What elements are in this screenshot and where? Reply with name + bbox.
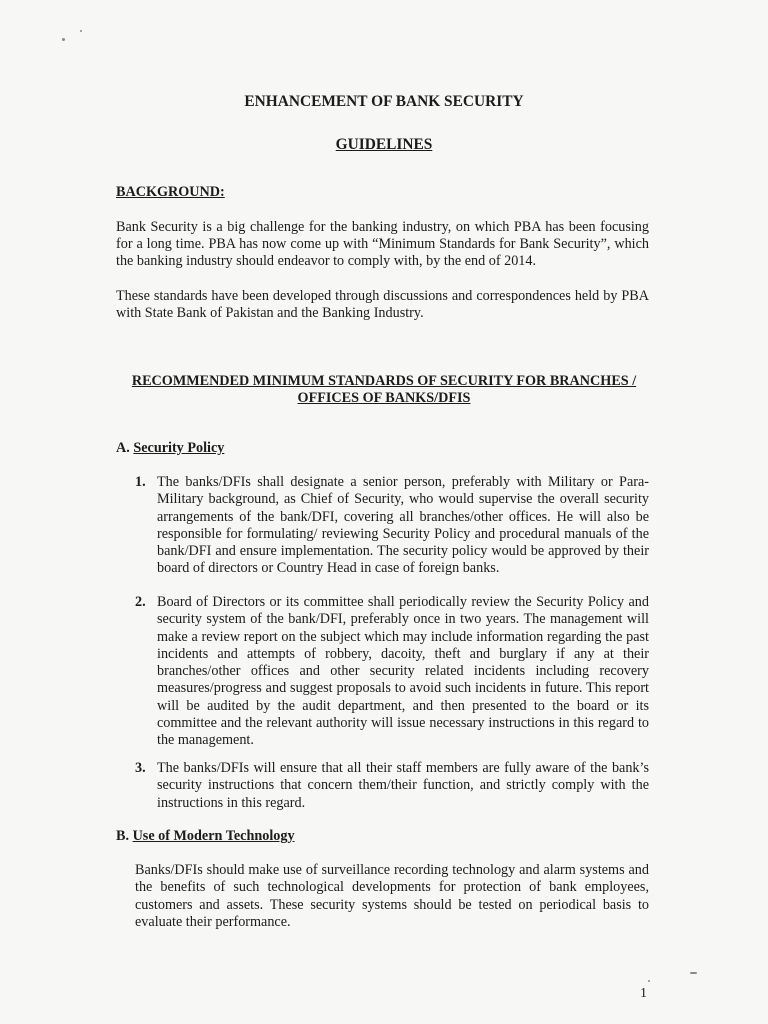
- recommended-standards-heading: [0, 373, 768, 407]
- section-b-letter: B.: [116, 828, 130, 844]
- section-b-heading: [116, 828, 295, 845]
- item-number: 3.: [135, 760, 146, 776]
- background-heading: BACKGROUND:: [116, 184, 225, 200]
- section-a-item-2: Board of Directors or its committee shall periodically review the Security Policy and security system of the bank/DFI, preferably once in two years. The management will make a review report on the subject which may include information regarding the past incidents and attempts of robbery, dacoity, theft and burglary if any at their branches/other offices and other security related incidents including recovery measures/progress and suggest proposals to avoid such incidents in future. This report will be audited by the audit department, and then presented to the board or its committee and the relevant authority will issue necessary instructions in this regard to the management.: [157, 594, 649, 749]
- item-number: 2.: [135, 594, 146, 610]
- recommended-heading-line-1: RECOMMENDED MINIMUM STANDARDS OF SECURITY FOR BRANCHES /: [131, 373, 637, 389]
- scan-speck: [648, 980, 650, 982]
- section-a-letter: A.: [116, 440, 130, 456]
- section-a-heading: [116, 440, 224, 457]
- scan-speck: [62, 38, 65, 41]
- scan-speck: [690, 972, 697, 974]
- recommended-heading-line-2: OFFICES OF BANKS/DFIS: [297, 390, 471, 406]
- section-b-title: Use of Modern Technology: [132, 828, 295, 844]
- page-number: 1: [640, 986, 647, 1001]
- background-paragraph-2: These standards have been developed through discussions and correspondences held by PBA with State Bank of Pakistan and the Banking Industry.: [116, 288, 649, 322]
- background-paragraph-1: Bank Security is a big challenge for the banking industry, on which PBA has been focusing for a long time. PBA has now come up with “Minimum Standards for Bank Security”, which the banking industry should endeavor to comply with, by the end of 2014.: [116, 219, 649, 270]
- section-a-item-1: The banks/DFIs shall designate a senior person, preferably with Military or Para-Military background, as Chief of Security, who would supervise the overall security arrangements of the bank/DFI, covering all branches/other offices. He will also be responsible for formulating/ reviewing Security Policy and procedural manuals of the bank/DFI and ensure implementation. The security policy would be approved by their board of directors or Country Head in case of foreign banks.: [157, 474, 649, 577]
- item-number: 1.: [135, 474, 146, 490]
- document-subtitle: GUIDELINES: [335, 136, 433, 153]
- section-b-paragraph: Banks/DFIs should make use of surveillance recording technology and alarm systems and the benefits of such technological developments for protection of bank employees, customers and assets. These security systems should be tested on periodical basis to evaluate their performance.: [135, 862, 649, 930]
- section-a-item-3: The banks/DFIs will ensure that all their staff members are fully aware of the bank’s security instructions that concern them/their function, and strictly comply with the instructions in this regard.: [157, 760, 649, 811]
- scan-speck: [80, 30, 82, 32]
- document-title: ENHANCEMENT OF BANK SECURITY: [244, 93, 524, 110]
- section-a-title: Security Policy: [133, 440, 225, 456]
